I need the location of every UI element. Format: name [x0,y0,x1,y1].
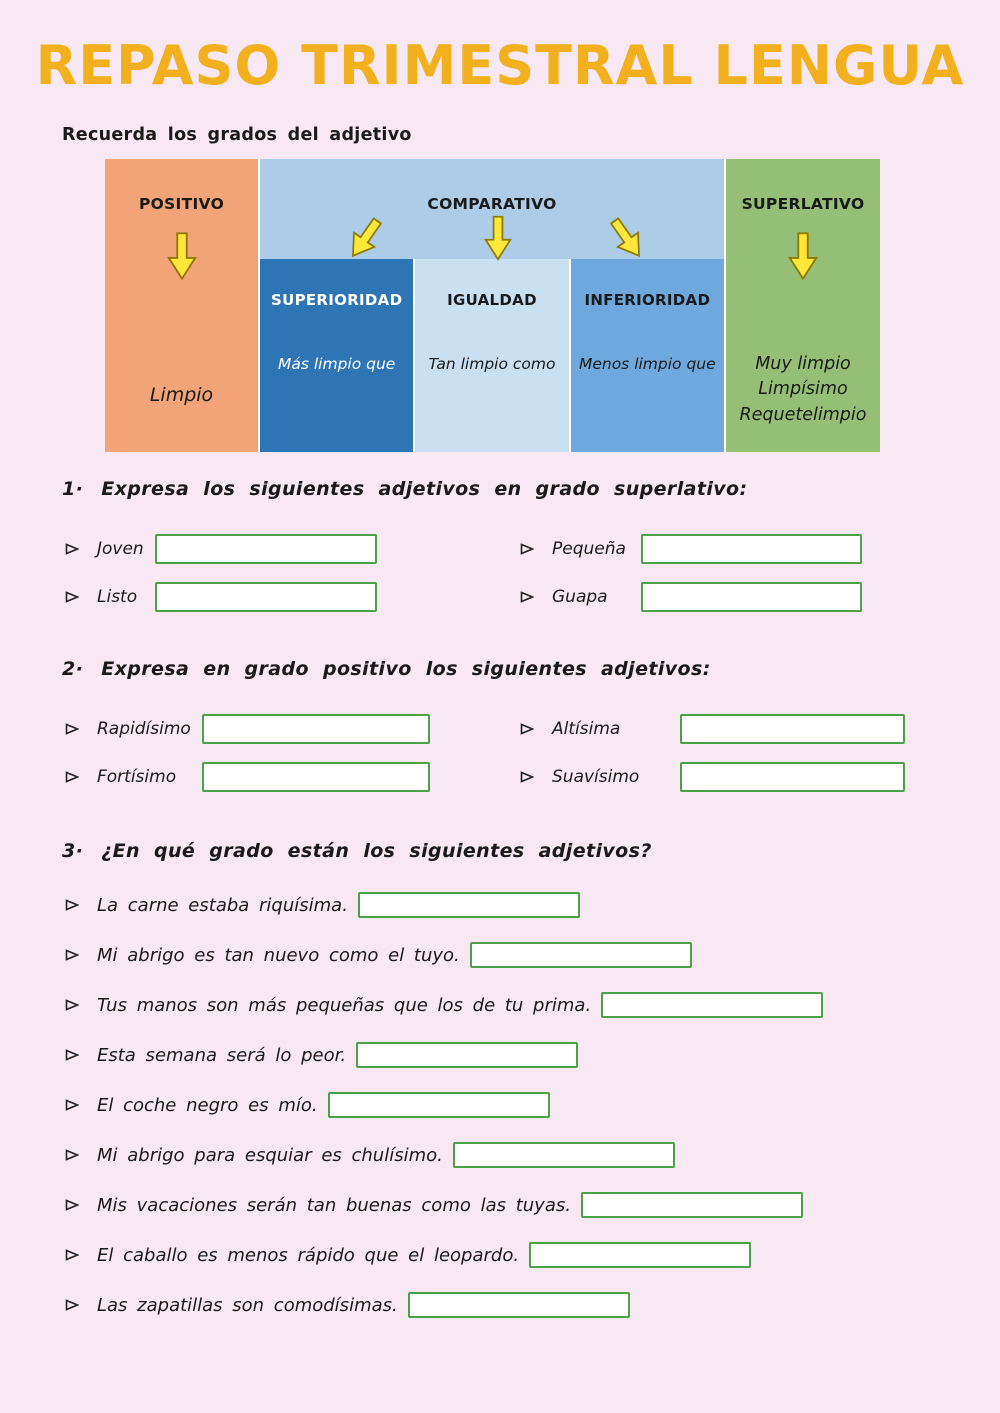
down-arrow-icon [786,231,820,285]
exercise3-row [65,1292,1000,1318]
sentence-text: Esta semana será lo peor. [97,1044,347,1066]
page-title: REPASO TRIMESTRAL LENGUA [35,34,965,97]
arrow-bullet-icon [520,543,552,555]
arrow-bullet-icon [65,771,97,783]
arrow-bullet-icon [65,1099,97,1111]
exercise2-heading [62,658,1000,680]
arrow-bullet-icon [65,1199,97,1211]
arrow-bullet-icon [520,771,552,783]
exercise-heading-text: ¿En qué grado están los siguientes adjetivos? [101,840,652,862]
worksheet-subtitle: Recuerda los grados del adjetivo [62,125,412,145]
answer-input[interactable] [202,762,430,792]
arrow-bullet-icon [520,723,552,735]
superlativo-example-line: Requetelimpio [739,404,867,425]
adjective-label: Fortísimo [97,767,177,787]
exercise3-row [65,1042,1000,1068]
exercise3-row [65,942,1000,968]
sentence-text: Mis vacaciones serán tan buenas como las tuyas. [97,1194,571,1216]
exercise2-row [65,762,1000,792]
adjective-label: Pequeña [552,539,626,559]
igualdad-cell [413,259,568,452]
inferioridad-example: Menos limpio que [578,355,716,373]
sentence-text: Mi abrigo es tan nuevo como el tuyo. [97,944,460,966]
answer-input[interactable] [470,942,692,968]
inferioridad-cell [569,259,724,452]
exercise1-row [65,582,1000,612]
sentence-text: El coche negro es mío. [97,1094,318,1116]
comparativo-label: COMPARATIVO [427,195,557,213]
exercise3-heading [62,840,1000,862]
down-arrow-icon [165,231,199,285]
down-arrow-icon [482,215,514,265]
sentence-text: Tus manos son más pequeñas que los de tu prima. [97,994,592,1016]
exercise1-row [65,534,1000,564]
arrow-bullet-icon [65,723,97,735]
sentence-text: La carne estaba riquísima. [97,894,348,916]
answer-input[interactable] [155,534,377,564]
superioridad-label: SUPERIORIDAD [270,291,403,309]
answer-input[interactable] [581,1192,803,1218]
comparativo-section [258,159,724,452]
adjective-label: Listo [97,587,138,607]
answer-input[interactable] [155,582,377,612]
positivo-label: POSITIVO [138,195,225,213]
superlativo-examples [740,352,867,428]
exercise1-heading [62,478,1000,500]
answer-input[interactable] [529,1242,751,1268]
answer-input[interactable] [356,1042,578,1068]
positivo-column [105,159,258,452]
arrow-bullet-icon [65,899,97,911]
exercise3-row [65,1192,1000,1218]
exercise3-row [65,1142,1000,1168]
superlativo-label: SUPERLATIVO [741,195,865,213]
arrow-bullet-icon [65,543,97,555]
arrow-bullet-icon [65,999,97,1011]
comparativo-header [260,159,724,259]
exercise3-row [65,992,1000,1018]
answer-input[interactable] [202,714,430,744]
superioridad-cell [260,259,413,452]
answer-input[interactable] [358,892,580,918]
exercise-number: 1· [62,478,84,500]
adjective-label: Suavísimo [552,767,640,787]
adjective-label: Guapa [552,587,608,607]
igualdad-example: Tan limpio como [428,355,556,373]
answer-input[interactable] [408,1292,630,1318]
sentence-text: Mi abrigo para esquiar es chulísimo. [97,1144,443,1166]
sentence-text: El caballo es menos rápido que el leopardo. [97,1244,520,1266]
igualdad-label: IGUALDAD [447,291,537,309]
exercise2-row [65,714,1000,744]
exercise3-row [65,1092,1000,1118]
comparativo-cells [260,259,724,452]
superlativo-example-line: Limpísimo [758,379,848,400]
exercise-number: 2· [62,658,84,680]
arrow-bullet-icon [520,591,552,603]
arrow-bullet-icon [65,1149,97,1161]
superlativo-column [724,159,880,452]
answer-input[interactable] [641,582,862,612]
arrow-bullet-icon [65,1299,97,1311]
adjective-label: Joven [97,539,144,559]
exercise-heading-text: Expresa en grado positivo los siguientes adjetivos: [101,658,711,680]
exercise3-row [65,1242,1000,1268]
answer-input[interactable] [680,762,905,792]
adjective-label: Altísima [552,719,621,739]
inferioridad-label: INFERIORIDAD [584,291,711,309]
exercise3-row [65,892,1000,918]
exercise-number: 3· [62,840,84,862]
arrow-bullet-icon [65,1249,97,1261]
adjective-label: Rapidísimo [97,719,191,739]
exercise-heading-text: Expresa los siguientes adjetivos en grado superlativo: [101,478,748,500]
answer-input[interactable] [601,992,823,1018]
arrow-bullet-icon [65,1049,97,1061]
answer-input[interactable] [641,534,862,564]
arrow-bullet-icon [65,591,97,603]
arrow-bullet-icon [65,949,97,961]
answer-input[interactable] [328,1092,550,1118]
superlativo-example-line: Muy limpio [755,353,851,374]
answer-input[interactable] [680,714,905,744]
positivo-example: Limpio [149,384,214,406]
superioridad-example: Más limpio que [277,355,396,373]
sentence-text: Las zapatillas son comodísimas. [97,1294,398,1316]
degrees-diagram [105,159,880,452]
answer-input[interactable] [453,1142,675,1168]
